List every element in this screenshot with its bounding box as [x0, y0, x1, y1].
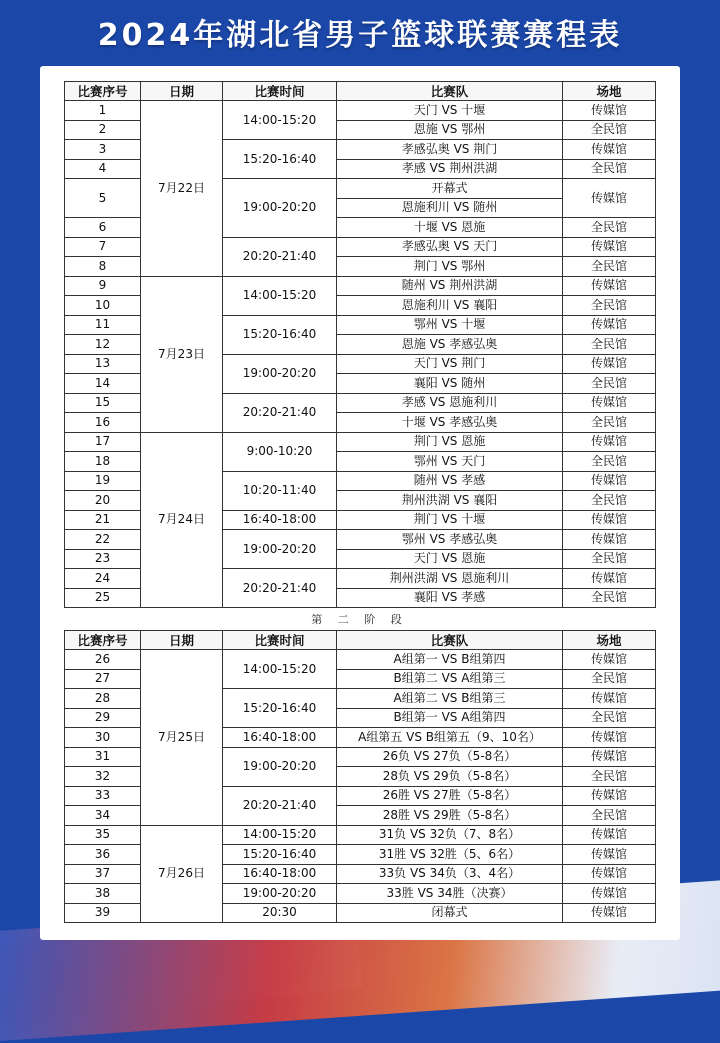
game-teams: 31负 VS 32负（7、8名）: [337, 825, 563, 845]
game-time: 14:00-15:20: [223, 650, 337, 689]
game-time: 15:20-16:40: [223, 315, 337, 354]
game-time: 20:20-21:40: [223, 786, 337, 825]
game-number: 15: [65, 393, 141, 413]
header-game-no: 比赛序号: [65, 82, 141, 101]
game-venue: 传媒馆: [563, 140, 656, 160]
game-number: 17: [65, 432, 141, 452]
game-time: 9:00-10:20: [223, 432, 337, 471]
game-teams: 孝感 VS 恩施利川: [337, 393, 563, 413]
game-date: 7月23日: [141, 276, 223, 432]
game-teams: 孝感 VS 荆州洪湖: [337, 159, 563, 179]
game-teams: 荆门 VS 恩施: [337, 432, 563, 452]
header-venue: 场地: [563, 82, 656, 101]
game-number: 31: [65, 747, 141, 767]
game-venue: 传媒馆: [563, 884, 656, 904]
game-venue: 全民馆: [563, 335, 656, 355]
game-venue: 传媒馆: [563, 530, 656, 550]
game-teams: 荆门 VS 鄂州: [337, 257, 563, 277]
game-number: 11: [65, 315, 141, 335]
game-venue: 传媒馆: [563, 179, 656, 218]
game-number: 6: [65, 218, 141, 238]
game-teams: B组第二 VS A组第三: [337, 669, 563, 689]
game-venue: 全民馆: [563, 296, 656, 316]
game-number: 22: [65, 530, 141, 550]
game-teams: 襄阳 VS 随州: [337, 374, 563, 394]
game-number: 9: [65, 276, 141, 296]
game-number: 1: [65, 101, 141, 121]
game-teams: 闭幕式: [337, 903, 563, 923]
game-teams: 鄂州 VS 天门: [337, 452, 563, 472]
game-teams: 天门 VS 十堰: [337, 101, 563, 121]
game-number: 13: [65, 354, 141, 374]
game-number: 24: [65, 569, 141, 589]
game-time: 14:00-15:20: [223, 825, 337, 845]
game-teams: B组第一 VS A组第四: [337, 708, 563, 728]
game-time: 19:00-20:20: [223, 354, 337, 393]
game-teams: 随州 VS 荆州洪湖: [337, 276, 563, 296]
game-teams: A组第五 VS B组第五（9、10名）: [337, 728, 563, 748]
game-time: 19:00-20:20: [223, 884, 337, 904]
game-number: 20: [65, 491, 141, 511]
game-time: 20:20-21:40: [223, 569, 337, 608]
game-venue: 传媒馆: [563, 650, 656, 670]
game-teams: 恩施 VS 孝感弘奥: [337, 335, 563, 355]
game-number: 2: [65, 120, 141, 140]
game-teams: 孝感弘奥 VS 荆门: [337, 140, 563, 160]
game-number: 23: [65, 549, 141, 569]
game-number: 37: [65, 864, 141, 884]
game-number: 27: [65, 669, 141, 689]
game-venue: 传媒馆: [563, 825, 656, 845]
game-venue: 传媒馆: [563, 845, 656, 865]
game-date: 7月24日: [141, 432, 223, 608]
header-teams: 比赛队: [337, 631, 563, 650]
game-venue: 传媒馆: [563, 569, 656, 589]
game-venue: 全民馆: [563, 669, 656, 689]
game-number: 7: [65, 237, 141, 257]
game-teams: 随州 VS 孝感: [337, 471, 563, 491]
game-number: 33: [65, 786, 141, 806]
game-number: 12: [65, 335, 141, 355]
table-row: [65, 101, 656, 121]
game-time: 20:20-21:40: [223, 393, 337, 432]
game-teams: A组第一 VS B组第四: [337, 650, 563, 670]
game-number: 29: [65, 708, 141, 728]
game-teams: 天门 VS 恩施: [337, 549, 563, 569]
game-number: 25: [65, 588, 141, 608]
game-number: 28: [65, 689, 141, 709]
game-venue: 全民馆: [563, 588, 656, 608]
game-number: 3: [65, 140, 141, 160]
game-number: 19: [65, 471, 141, 491]
game-venue: 全民馆: [563, 452, 656, 472]
game-teams: 鄂州 VS 十堰: [337, 315, 563, 335]
game-teams: 28负 VS 29负（5-8名）: [337, 767, 563, 787]
game-time: 19:00-20:20: [223, 530, 337, 569]
game-teams: 襄阳 VS 孝感: [337, 588, 563, 608]
game-teams: A组第二 VS B组第三: [337, 689, 563, 709]
game-venue: 传媒馆: [563, 689, 656, 709]
game-date: 7月22日: [141, 101, 223, 277]
game-venue: 全民馆: [563, 218, 656, 238]
game-venue: 全民馆: [563, 491, 656, 511]
game-number: 4: [65, 159, 141, 179]
game-time: 14:00-15:20: [223, 101, 337, 140]
game-teams: 33胜 VS 34胜（决赛）: [337, 884, 563, 904]
game-number: 16: [65, 413, 141, 433]
game-venue: 传媒馆: [563, 903, 656, 923]
game-number: 36: [65, 845, 141, 865]
game-teams: 26负 VS 27负（5-8名）: [337, 747, 563, 767]
game-venue: 传媒馆: [563, 315, 656, 335]
game-time: 15:20-16:40: [223, 689, 337, 728]
header-time: 比赛时间: [223, 82, 337, 101]
game-venue: 传媒馆: [563, 728, 656, 748]
game-teams: 恩施利川 VS 随州: [337, 198, 563, 218]
game-teams: 孝感弘奥 VS 天门: [337, 237, 563, 257]
game-venue: 全民馆: [563, 806, 656, 826]
game-venue: 传媒馆: [563, 101, 656, 121]
game-teams: 荆州洪湖 VS 襄阳: [337, 491, 563, 511]
game-venue: 传媒馆: [563, 276, 656, 296]
game-teams: 十堰 VS 恩施: [337, 218, 563, 238]
game-venue: 全民馆: [563, 708, 656, 728]
game-teams: 33负 VS 34负（3、4名）: [337, 864, 563, 884]
game-teams: 鄂州 VS 孝感弘奥: [337, 530, 563, 550]
game-venue: 传媒馆: [563, 510, 656, 530]
game-time: 10:20-11:40: [223, 471, 337, 510]
game-venue: 全民馆: [563, 549, 656, 569]
game-date: 7月25日: [141, 650, 223, 826]
header-date: 日期: [141, 82, 223, 101]
game-venue: 传媒馆: [563, 471, 656, 491]
game-time: 20:30: [223, 903, 337, 923]
game-venue: 全民馆: [563, 159, 656, 179]
game-time: 14:00-15:20: [223, 276, 337, 315]
game-teams: 荆州洪湖 VS 恩施利川: [337, 569, 563, 589]
game-teams: 荆门 VS 十堰: [337, 510, 563, 530]
game-date: 7月26日: [141, 825, 223, 923]
game-number: 18: [65, 452, 141, 472]
game-teams: 恩施 VS 鄂州: [337, 120, 563, 140]
game-venue: 传媒馆: [563, 747, 656, 767]
game-time: 20:20-21:40: [223, 237, 337, 276]
game-venue: 全民馆: [563, 413, 656, 433]
stage-one-table: [64, 81, 656, 608]
stage-two-label: 第 二 阶 段: [311, 613, 408, 626]
table-row: [65, 825, 656, 845]
game-number: 14: [65, 374, 141, 394]
header-teams: 比赛队: [337, 82, 563, 101]
game-teams: 31胜 VS 32胜（5、6名）: [337, 845, 563, 865]
header-venue: 场地: [563, 631, 656, 650]
game-time: 16:40-18:00: [223, 728, 337, 748]
game-time: 19:00-20:20: [223, 747, 337, 786]
game-number: 35: [65, 825, 141, 845]
game-time: 16:40-18:00: [223, 510, 337, 530]
game-time: 16:40-18:00: [223, 864, 337, 884]
game-time: 15:20-16:40: [223, 140, 337, 179]
table-row: [65, 276, 656, 296]
game-venue: 传媒馆: [563, 432, 656, 452]
game-time: 19:00-20:20: [223, 179, 337, 238]
game-number: 32: [65, 767, 141, 787]
game-number: 30: [65, 728, 141, 748]
game-teams: 恩施利川 VS 襄阳: [337, 296, 563, 316]
stage-two-table: [64, 630, 656, 923]
page-title: 2024年湖北省男子篮球联赛赛程表: [97, 18, 623, 53]
game-number: 8: [65, 257, 141, 277]
game-venue: 传媒馆: [563, 354, 656, 374]
game-number: 21: [65, 510, 141, 530]
table-row: [65, 650, 656, 670]
game-venue: 传媒馆: [563, 393, 656, 413]
game-teams: 26胜 VS 27胜（5-8名）: [337, 786, 563, 806]
game-venue: 传媒馆: [563, 786, 656, 806]
game-number: 39: [65, 903, 141, 923]
game-venue: 全民馆: [563, 120, 656, 140]
game-teams: 开幕式: [337, 179, 563, 199]
game-venue: 全民馆: [563, 767, 656, 787]
game-number: 26: [65, 650, 141, 670]
header-time: 比赛时间: [223, 631, 337, 650]
game-teams: 十堰 VS 孝感弘奥: [337, 413, 563, 433]
header-date: 日期: [141, 631, 223, 650]
game-venue: 传媒馆: [563, 864, 656, 884]
game-number: 5: [65, 179, 141, 218]
game-venue: 全民馆: [563, 374, 656, 394]
game-time: 15:20-16:40: [223, 845, 337, 865]
game-teams: 28胜 VS 29胜（5-8名）: [337, 806, 563, 826]
table-row: [65, 432, 656, 452]
game-venue: 传媒馆: [563, 237, 656, 257]
game-number: 34: [65, 806, 141, 826]
game-venue: 全民馆: [563, 257, 656, 277]
header-game-no: 比赛序号: [65, 631, 141, 650]
game-teams: 天门 VS 荆门: [337, 354, 563, 374]
game-number: 10: [65, 296, 141, 316]
game-number: 38: [65, 884, 141, 904]
